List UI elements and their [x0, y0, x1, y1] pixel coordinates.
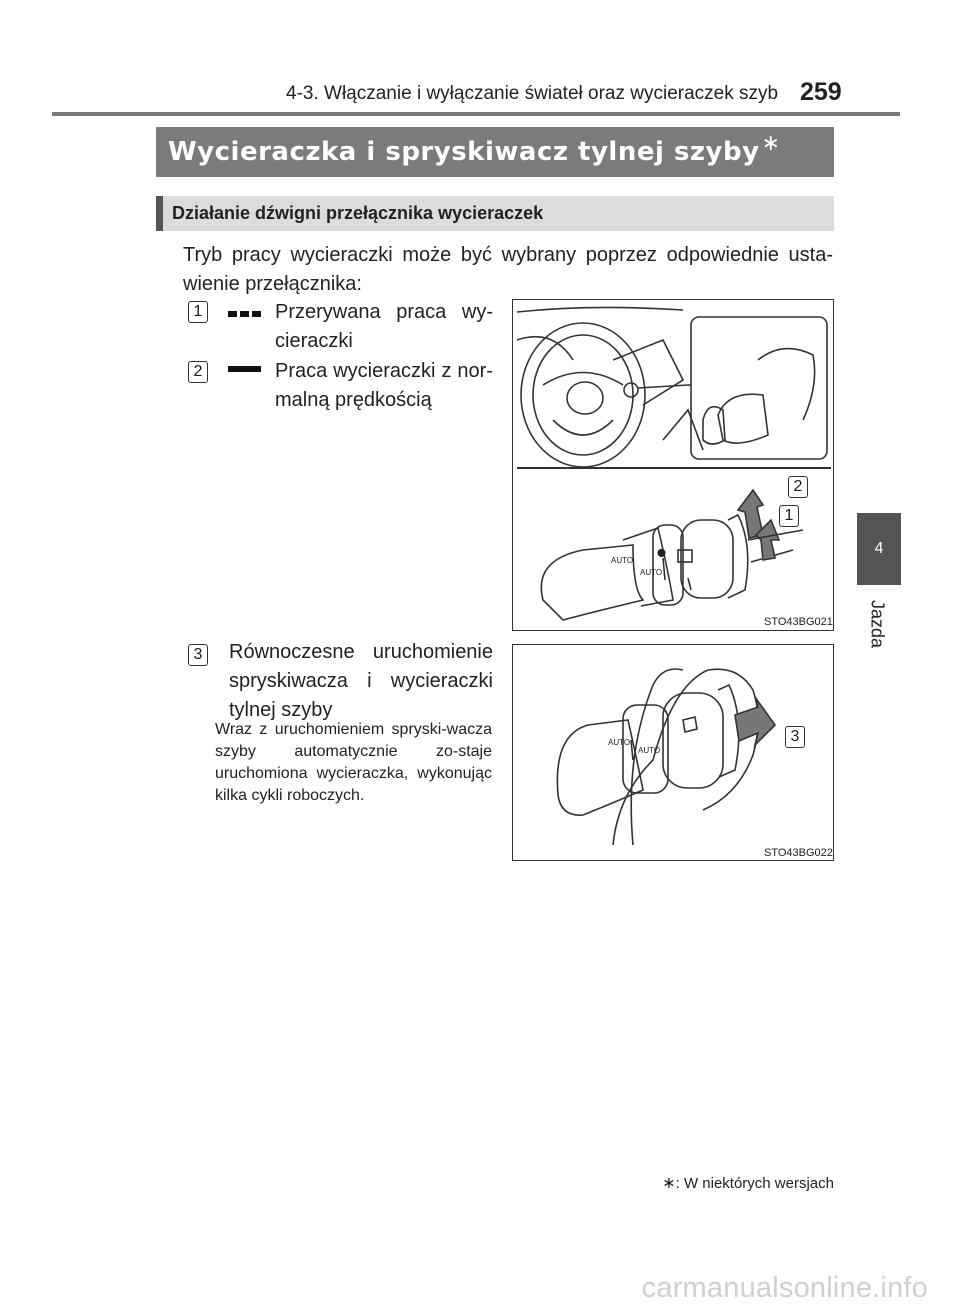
- figure-washer-operation: [512, 644, 834, 861]
- svg-text:AUTO: AUTO: [611, 556, 634, 565]
- footnote: [662, 1173, 834, 1193]
- chapter-number: 4: [874, 540, 884, 557]
- svg-text:AUTO: AUTO: [608, 738, 631, 747]
- item-text-1: Przerywana praca wy-cieraczki: [275, 301, 493, 352]
- subsection-marker: [156, 196, 163, 231]
- figure2-callout-3: 3: [785, 726, 805, 748]
- figure1-code: STO43BG021: [764, 616, 833, 628]
- svg-text:⬤: ⬤: [657, 548, 666, 557]
- section-title: [156, 127, 834, 177]
- figure1-callout-1: 1: [779, 505, 799, 527]
- figure-wiper-lever-drawing: [513, 300, 835, 632]
- footnote-asterisk: ∗: [662, 1175, 676, 1192]
- figure2-code: STO43BG022: [764, 847, 833, 859]
- figure-washer-operation-drawing: [513, 645, 835, 862]
- chapter-tab[interactable]: [857, 513, 901, 585]
- item-number-3: 3: [188, 644, 208, 666]
- header-section-title: 4-3. Włączanie i wyłączanie świateł oraz wycieraczek szyb: [286, 83, 779, 104]
- item-number-1: 1: [188, 301, 208, 323]
- header-rule: [52, 112, 900, 116]
- note-paragraph: Wraz z uruchomieniem spryski-wacza szyby automatycznie zo-staje uruchomiona wycieraczka, wykonując kilka cykli roboczych.: [215, 721, 492, 804]
- item-text-3: Równoczesne uruchomienie spryskiwacza i wycieraczki tylnej szyby: [229, 641, 493, 721]
- figure-wiper-lever: [512, 299, 834, 631]
- svg-text:AUTO: AUTO: [640, 568, 663, 577]
- page-number: 259: [800, 78, 842, 106]
- item-text-2: Praca wycieraczki z nor-malną prędkością: [275, 360, 493, 411]
- subsection-title: Działanie dźwigni przełącznika wycieraczek: [172, 203, 544, 223]
- normal-speed-symbol: [228, 366, 261, 372]
- svg-text:AUTO: AUTO: [638, 746, 661, 755]
- intro-paragraph: Tryb pracy wycieraczki może być wybrany poprzez odpowiednie usta-wienie przełącznika:: [183, 244, 833, 295]
- subsection-heading: [156, 196, 834, 231]
- chapter-label: Jazda: [867, 599, 888, 649]
- item-number-2: 2: [188, 361, 208, 383]
- section-asterisk: ∗: [761, 131, 781, 156]
- figure1-callout-2: 2: [788, 476, 808, 498]
- watermark[interactable]: carmanualsonline.info: [641, 1272, 928, 1304]
- footnote-text: : W niektórych wersjach: [675, 1175, 834, 1192]
- section-title-text: Wycieraczka i spryskiwacz tylnej szyby: [168, 137, 760, 167]
